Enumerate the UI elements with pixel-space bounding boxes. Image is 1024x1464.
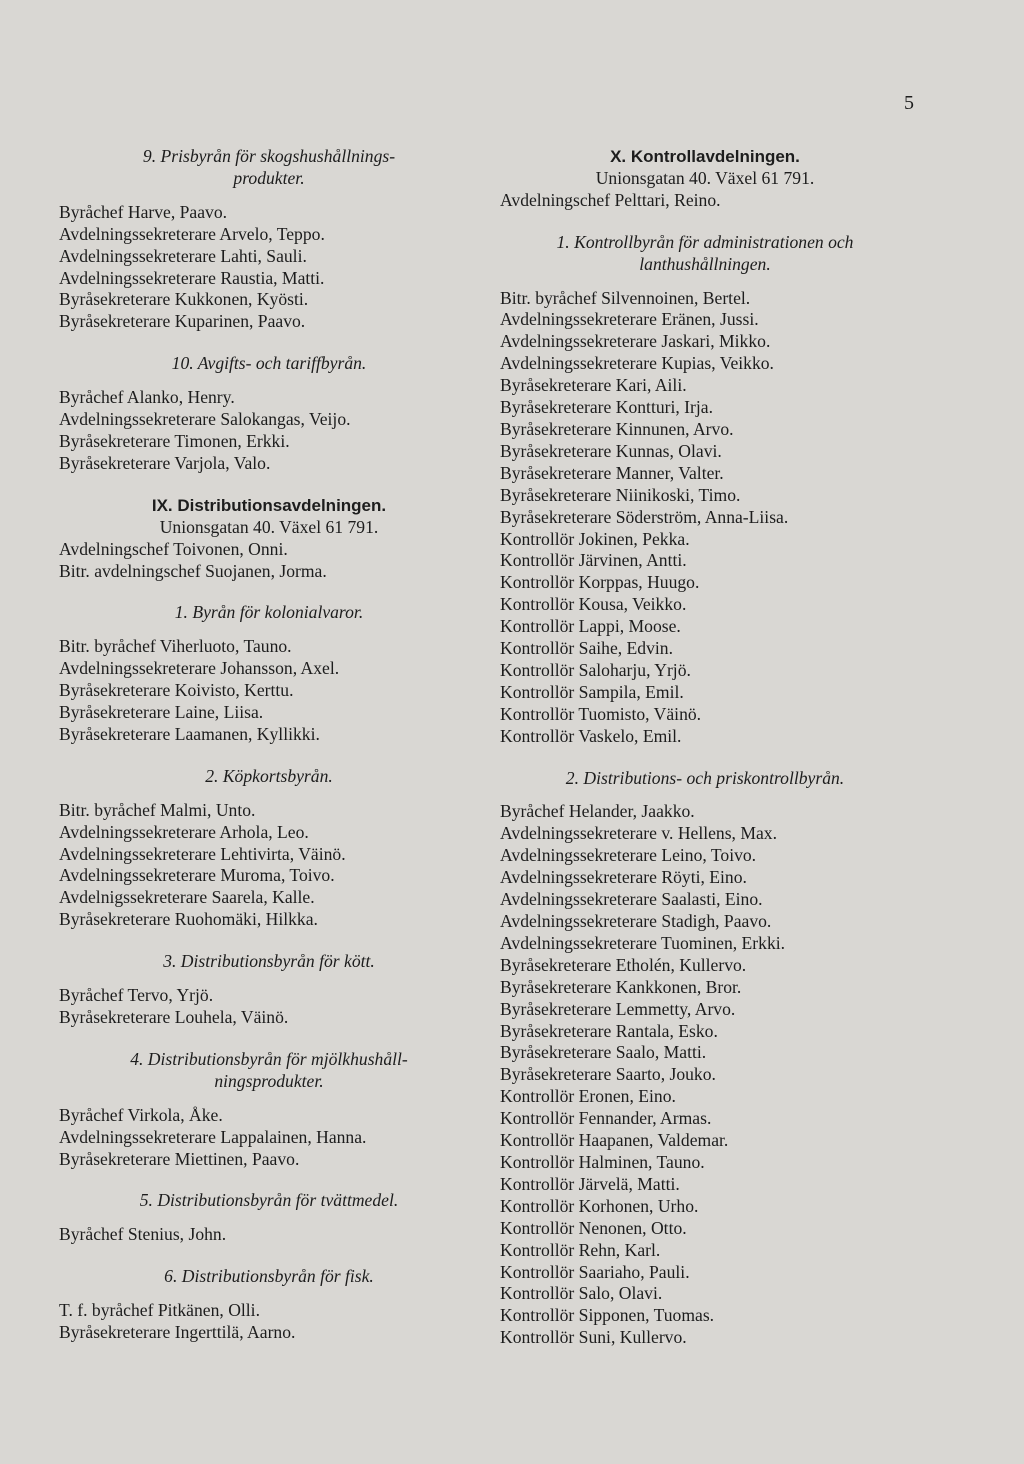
entry-line: Kontrollör Saihe, Edvin. [500, 638, 673, 659]
entry-line: Avdelningssekreterare Leino, Toivo. [500, 845, 757, 866]
entry-line: Byråsekreterare Kuparinen, Paavo. [59, 311, 306, 332]
section-heading: 2. Distributions- och priskontrollbyrån. [565, 767, 845, 788]
entry-line: Kontrollör Eronen, Eino. [500, 1086, 676, 1107]
entry-line: Avdelningssekreterare Röyti, Eino. [500, 867, 747, 888]
section-gap [500, 212, 910, 232]
section-gap [59, 190, 479, 202]
entry-line: Avdelningssekreterare Lappalainen, Hanna. [59, 1126, 367, 1147]
entry-line: Kontrollör Tuomisto, Väinö. [500, 703, 702, 724]
section-gap [59, 333, 479, 353]
entry-line: Avdelningssekreterare Arvelo, Teppo. [59, 223, 325, 244]
entry-line: Byråsekreterare Kunnas, Olavi. [500, 440, 722, 461]
entry-line: Bitr. avdelningschef Suojanen, Jorma. [59, 560, 327, 581]
entry-line: Kontrollör Järvinen, Antti. [500, 550, 687, 571]
left-column [59, 146, 479, 1344]
section-gap [59, 973, 479, 985]
entry-line: Avdelningssekreterare Arhola, Leo. [59, 821, 309, 842]
entry-line: Kontrollör Saloharju, Yrjö. [500, 659, 691, 680]
section-gap [59, 1246, 479, 1266]
entry-line: Byråsekreterare Ruohomäki, Hilkka. [59, 909, 318, 930]
section-heading: 6. Distributionsbyrån för fisk. [164, 1266, 374, 1287]
section-gap [59, 1093, 479, 1105]
entry-line: Byråchef Harve, Paavo. [59, 201, 228, 222]
entry-line: Byråsekreterare Lemmetty, Arvo. [500, 998, 736, 1019]
entry-line: Byråchef Tervo, Yrjö. [59, 985, 214, 1006]
entry-line: Kontrollör Saariaho, Pauli. [500, 1261, 690, 1282]
entry-line: Byråsekreterare Kari, Aili. [500, 375, 687, 396]
section-gap [59, 788, 479, 800]
entry-line: Avdelningssekreterare Lahti, Sauli. [59, 245, 307, 266]
entry-line: Kontrollör Vaskelo, Emil. [500, 725, 682, 746]
section-heading: produkter. [233, 167, 305, 188]
section-heading: lanthushållningen. [639, 253, 771, 274]
entry-line: Kontrollör Rehn, Karl. [500, 1239, 661, 1260]
entry-line: Kontrollör Salo, Olavi. [500, 1283, 663, 1304]
address-line: Unionsgatan 40. Växel 61 791. [595, 167, 815, 188]
entry-line: Kontrollör Halminen, Tauno. [500, 1151, 705, 1172]
section-heading: ningsprodukter. [214, 1070, 324, 1091]
department-heading: IX. Distributionsavdelningen. [151, 495, 387, 515]
entry-line: Bitr. byråchef Viherluoto, Tauno. [59, 636, 292, 657]
entry-line: Byråchef Alanko, Henry. [59, 387, 235, 408]
entry-line: Byråsekreterare Manner, Valter. [500, 462, 724, 483]
entry-line: Byråsekreterare Kankkonen, Bror. [500, 976, 742, 997]
section-gap [59, 1288, 479, 1300]
entry-line: Avdelningssekreterare Lehtivirta, Väinö. [59, 843, 346, 864]
entry-line: Avdelningssekreterare Salokangas, Veijo. [59, 409, 351, 430]
entry-line: Kontrollör Suni, Kullervo. [500, 1327, 687, 1348]
section-gap [59, 1029, 479, 1049]
section-heading: 4. Distributionsbyrån för mjölkhushåll- [130, 1048, 408, 1069]
entry-line: T. f. byråchef Pitkänen, Olli. [59, 1300, 260, 1321]
entry-line: Avdelningssekreterare Tuominen, Erkki. [500, 932, 786, 953]
entry-line: Byråchef Helander, Jaakko. [500, 801, 695, 822]
section-heading: 10. Avgifts- och tariffbyrån. [171, 353, 367, 374]
department-heading: X. Kontrollavdelningen. [610, 147, 800, 166]
section-heading: 5. Distributionsbyrån för tvättmedel. [139, 1190, 399, 1211]
section-heading: 1. Kontrollbyrån för administrationen och [556, 231, 854, 252]
entry-line: Avdelningssekreterare Muroma, Toivo. [59, 865, 335, 886]
entry-line: Byråsekreterare Timonen, Erkki. [59, 430, 290, 451]
entry-line: Byråsekreterare Rantala, Esko. [500, 1020, 718, 1041]
entry-line: Byråsekreterare Laamanen, Kyllikki. [59, 723, 320, 744]
section-gap [59, 582, 479, 602]
section-gap [500, 276, 910, 288]
entry-line: Avdelningssekreterare Raustia, Matti. [59, 267, 325, 288]
section-gap [59, 1170, 479, 1190]
section-gap [59, 931, 479, 951]
entry-line: Bitr. byråchef Malmi, Unto. [59, 799, 256, 820]
entry-line: Avdelningssekreterare Eränen, Jussi. [500, 309, 759, 330]
section-gap [59, 375, 479, 387]
entry-line: Kontrollör Kousa, Veikko. [500, 594, 687, 615]
entry-line: Avdelningssekreterare Kupias, Veikko. [500, 353, 774, 374]
entry-line: Kontrollör Sipponen, Tuomas. [500, 1305, 715, 1326]
entry-line: Byråsekreterare Etholén, Kullervo. [500, 954, 747, 975]
entry-line: Byråchef Stenius, John. [59, 1224, 227, 1245]
entry-line: Avdelningschef Pelttari, Reino. [500, 189, 721, 210]
entry-line: Byråsekreterare Louhela, Väinö. [59, 1007, 289, 1027]
section-gap [59, 1212, 479, 1224]
entry-line: Kontrollör Korppas, Huugo. [500, 572, 700, 593]
section-gap [500, 748, 910, 768]
entry-line: Byråsekreterare Laine, Liisa. [59, 702, 264, 723]
address-line: Unionsgatan 40. Växel 61 791. [159, 516, 379, 537]
section-heading: 1. Byrån för kolonialvaror. [174, 602, 364, 623]
entry-line: Byråsekreterare Miettinen, Paavo. [59, 1148, 300, 1169]
section-gap [59, 624, 479, 636]
entry-line: Byråchef Virkola, Åke. [59, 1104, 223, 1125]
entry-line: Byråsekreterare Söderström, Anna-Liisa. [500, 506, 789, 527]
right-column [500, 146, 910, 1349]
entry-line: Byråsekreterare Saalo, Matti. [500, 1042, 707, 1063]
entry-line: Avdelningssekreterare v. Hellens, Max. [500, 823, 778, 844]
entry-line: Byråsekreterare Kinnunen, Arvo. [500, 418, 734, 439]
section-gap [59, 475, 479, 495]
section-gap [500, 789, 910, 801]
section-gap [59, 746, 479, 766]
entry-line: Byråsekreterare Saarto, Jouko. [500, 1064, 716, 1085]
entry-line: Kontrollör Nenonen, Otto. [500, 1217, 687, 1238]
entry-line: Avdelningssekreterare Saalasti, Eino. [500, 889, 763, 910]
entry-line: Byråsekreterare Varjola, Valo. [59, 452, 271, 473]
entry-line: Bitr. byråchef Silvennoinen, Bertel. [500, 287, 751, 308]
entry-line: Kontrollör Jokinen, Pekka. [500, 528, 690, 549]
entry-line: Byråsekreterare Kukkonen, Kyösti. [59, 289, 309, 310]
entry-line: Avdelningssekreterare Jaskari, Mikko. [500, 331, 771, 352]
entry-line: Avdelnigssekreterare Saarela, Kalle. [59, 887, 315, 908]
entry-line: Byråsekreterare Ingerttilä, Aarno. [59, 1322, 296, 1343]
section-heading: 3. Distributionsbyrån för kött. [163, 951, 375, 972]
entry-line: Kontrollör Sampila, Emil. [500, 681, 684, 702]
entry-line: Avdelningschef Toivonen, Onni. [59, 538, 288, 559]
page-number: 5 [904, 92, 914, 114]
entry-line: Kontrollör Korhonen, Urho. [500, 1195, 699, 1216]
entry-line: Byråsekreterare Koivisto, Kerttu. [59, 680, 294, 701]
entry-line: Avdelningssekreterare Stadigh, Paavo. [500, 911, 772, 931]
entry-line: Kontrollör Järvelä, Matti. [500, 1173, 680, 1194]
entry-line: Kontrollör Haapanen, Valdemar. [500, 1130, 729, 1151]
entry-line: Kontrollör Fennander, Armas. [500, 1108, 712, 1129]
entry-line: Kontrollör Lappi, Moose. [500, 616, 681, 637]
section-heading: 9. Prisbyrån för skogshushållnings- [142, 146, 396, 166]
entry-line: Byråsekreterare Niinikoski, Timo. [500, 484, 741, 505]
section-heading: 2. Köpkortsbyrån. [205, 765, 333, 786]
entry-line: Byråsekreterare Kontturi, Irja. [500, 397, 713, 418]
entry-line: Avdelningssekreterare Johansson, Axel. [59, 658, 340, 679]
